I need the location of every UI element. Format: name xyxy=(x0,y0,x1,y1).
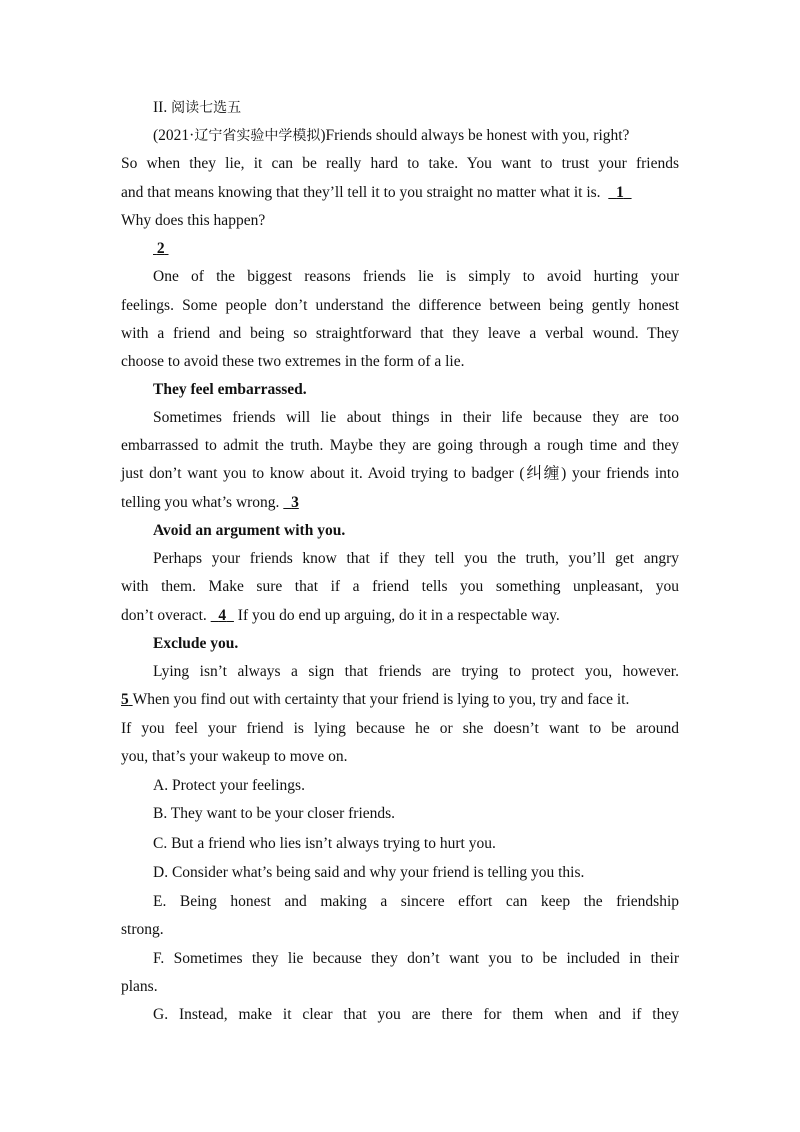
section-title-cn: 阅读七选五 xyxy=(171,100,242,116)
para1-line-2: feelings. Some people don’t understand the difference between being gently honest xyxy=(121,297,679,314)
para3-text-post: If you do end up arguing, do it in a respectable way. xyxy=(237,607,560,624)
blank-4-number: 4 xyxy=(218,607,227,624)
para3-line-2: with them. Make sure that if a friend tells you something unpleasant, you xyxy=(121,578,679,595)
section-title xyxy=(153,98,679,118)
blank-2 xyxy=(153,240,169,257)
para3-line-3 xyxy=(121,606,679,626)
blank-3-number: 3 xyxy=(291,494,299,511)
para4-line-2 xyxy=(121,690,683,710)
option-b: B. They want to be your closer friends. xyxy=(153,805,396,822)
blank-1 xyxy=(608,184,631,201)
para3-line-1: Perhaps your friends know that if they tell you the truth, you’ll get angry xyxy=(153,550,679,567)
option-f-line-1: F. Sometimes they lie because they don’t want you to be included in their xyxy=(153,950,679,967)
blank-1-number: 1 xyxy=(616,184,624,201)
intro-text-1: Friends should always be honest with you, right? xyxy=(325,127,630,144)
option-a: A. Protect your feelings. xyxy=(153,777,305,794)
para4-line-1: Lying isn’t always a sign that friends are trying to protect you, however. xyxy=(153,663,679,680)
para2-text-4: telling you what’s wrong. xyxy=(121,494,280,511)
para2-line-3: just don’t want you to know about it. Avoid trying to badger (纠缠) your friends into xyxy=(121,465,679,482)
section-number: II. xyxy=(153,99,172,116)
source-open: (2021· xyxy=(153,127,195,144)
para3-text-pre: don’t overact. xyxy=(121,607,207,624)
para4-line-3: If you feel your friend is lying because he or she doesn’t want to be around xyxy=(121,720,679,737)
para2-line-2: embarrassed to admit the truth. Maybe they are going through a rough time and they xyxy=(121,437,679,454)
para1-line-1: One of the biggest reasons friends lie is simply to avoid hurting your xyxy=(153,268,679,285)
option-f-line-2: plans. xyxy=(121,978,158,995)
option-c: C. But a friend who lies isn’t always trying to hurt you. xyxy=(153,835,496,852)
heading-argument: Avoid an argument with you. xyxy=(153,522,346,539)
intro-text-3: and that means knowing that they’ll tell it to you straight no matter what it is. xyxy=(121,184,601,201)
blank-4 xyxy=(211,607,234,624)
para4-line-4: you, that’s your wakeup to move on. xyxy=(121,748,348,765)
passage-line-3 xyxy=(121,183,681,203)
blank-5-number: 5 xyxy=(121,691,129,708)
passage-line-4: Why does this happen? xyxy=(121,212,266,229)
option-g-line-1: G. Instead, make it clear that you are there for them when and if they xyxy=(153,1006,679,1023)
passage-line-2: So when they lie, it can be really hard to take. You want to trust your friends xyxy=(121,155,679,172)
source-close: ) xyxy=(320,127,326,144)
heading-exclude: Exclude you. xyxy=(153,635,239,652)
para1-line-4: choose to avoid these two extremes in the form of a lie. xyxy=(121,353,465,370)
option-e-line-1: E. Being honest and making a sincere effort can keep the friendship xyxy=(153,893,679,910)
passage-line-1 xyxy=(153,126,713,146)
source-cn: 辽宁省实验中学模拟 xyxy=(194,128,321,144)
para1-line-3: with a friend and being so straightforward that they leave a verbal wound. They xyxy=(121,325,679,342)
para4-text-2: When you find out with certainty that your friend is lying to you, try and face it. xyxy=(132,691,630,708)
passage-line-blank-2 xyxy=(153,239,679,259)
option-d: D. Consider what’s being said and why your friend is telling you this. xyxy=(153,864,585,881)
heading-embarrassed: They feel embarrassed. xyxy=(153,381,307,398)
option-e-line-2: strong. xyxy=(121,921,164,938)
para2-line-1: Sometimes friends will lie about things in their life because they are too xyxy=(153,409,679,426)
blank-5 xyxy=(121,691,133,708)
blank-2-number: 2 xyxy=(156,240,165,257)
blank-3 xyxy=(283,494,299,511)
para2-line-4 xyxy=(121,493,679,513)
